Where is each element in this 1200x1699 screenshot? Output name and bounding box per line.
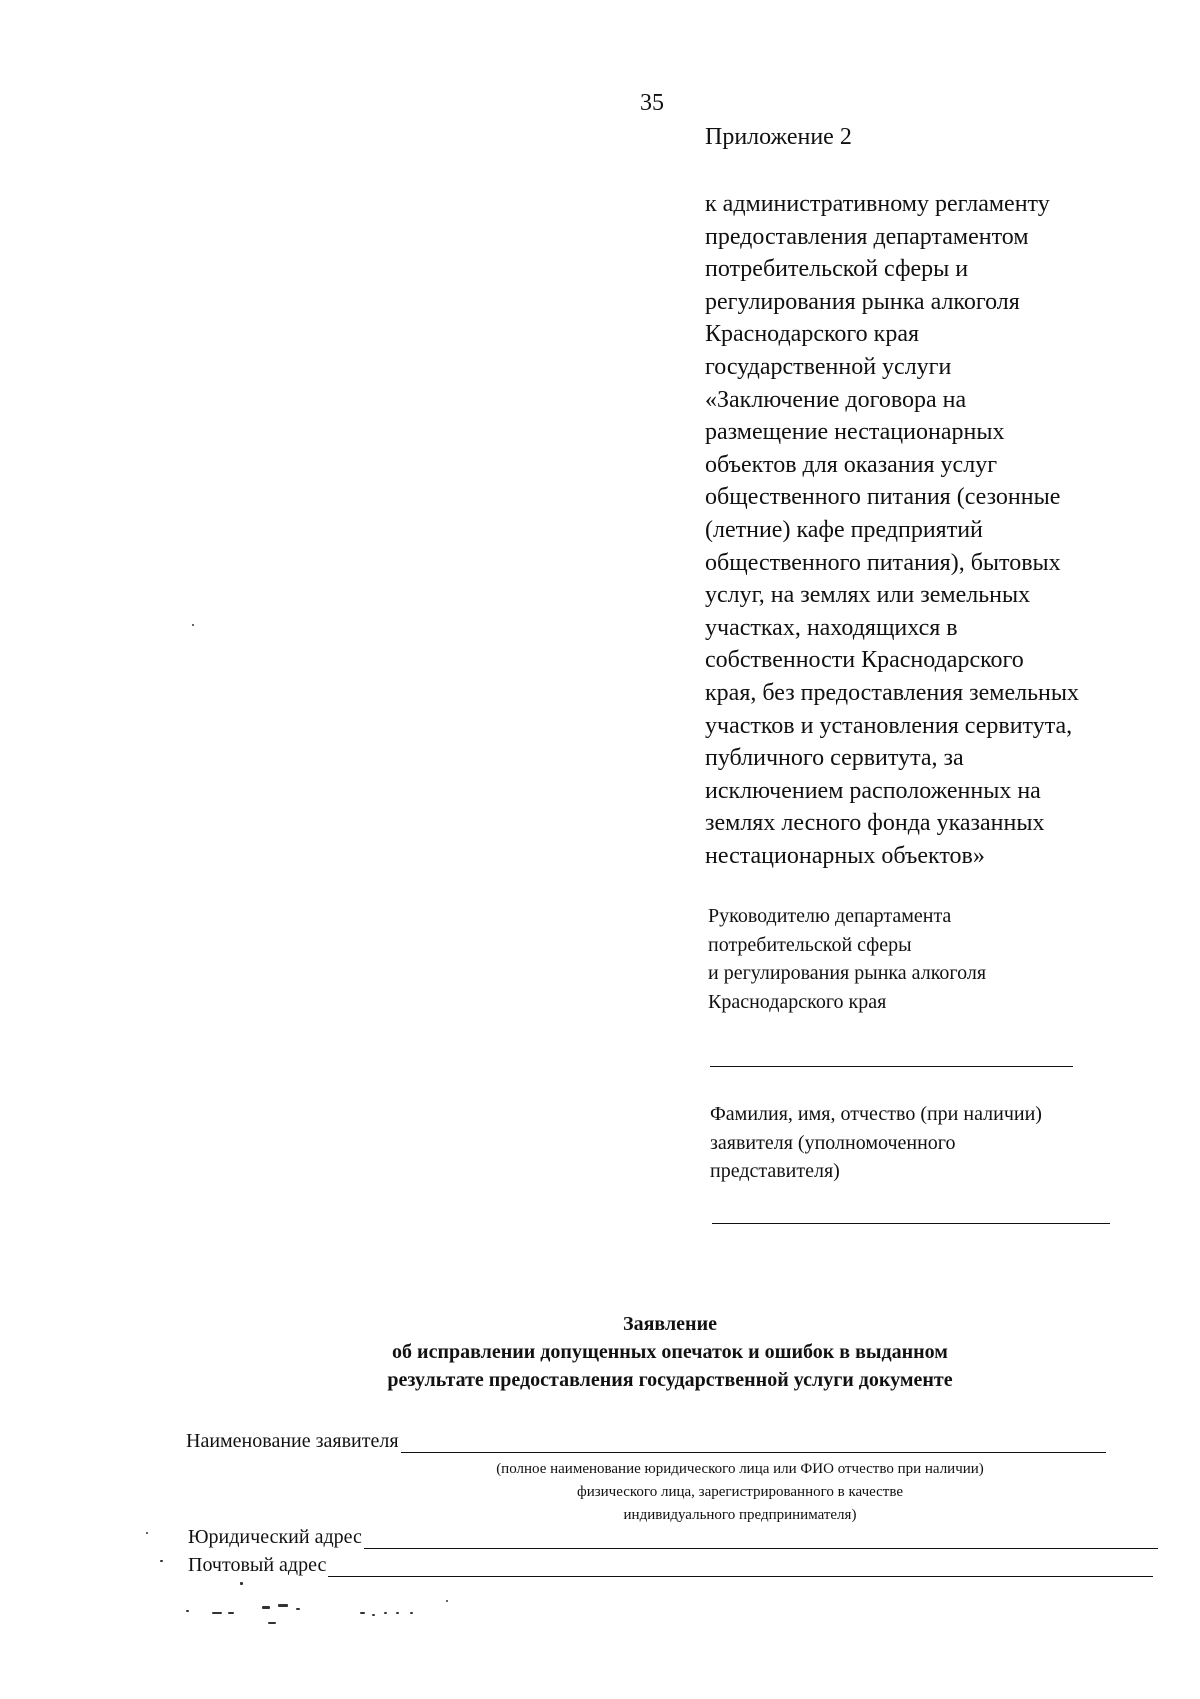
postal-address-field[interactable] xyxy=(188,1554,1153,1577)
scan-speck xyxy=(384,1612,387,1614)
applicant-name-label: Наименование заявителя xyxy=(186,1430,399,1452)
regulation-line: размещение нестационарных xyxy=(705,419,1005,446)
legal-address-label: Юридический адрес xyxy=(188,1526,362,1548)
regulation-line: общественного питания), бытовых xyxy=(705,549,1061,576)
hint-line: (полное наименование юридического лица или ФИО отчество при наличии) xyxy=(496,1461,984,1477)
regulation-line: объектов для оказания услуг xyxy=(705,451,998,478)
postal-address-label: Почтовый адрес xyxy=(188,1554,327,1576)
scan-speck xyxy=(446,1600,448,1602)
addressee-name-line[interactable] xyxy=(710,1066,1073,1067)
applicant-name-field[interactable] xyxy=(186,1430,1106,1453)
regulation-line: (летние) кафе предприятий xyxy=(705,516,983,543)
regulation-line: исключением расположенных на xyxy=(705,777,1041,804)
addressee-line: потребительской сферы xyxy=(708,933,912,956)
regulation-line: землях лесного фонда указанных xyxy=(705,810,1045,837)
statement-heading xyxy=(240,1310,1100,1394)
hint-line: индивидуального предпринимателя) xyxy=(623,1507,857,1523)
regulation-line: участков и установления сервитута, xyxy=(705,712,1073,739)
scan-speck xyxy=(262,1606,270,1609)
legal-address-fill-line[interactable] xyxy=(364,1530,1158,1549)
scan-speck xyxy=(146,1532,148,1534)
applicant-name-fill-line[interactable] xyxy=(401,1434,1106,1453)
addressee-line: Краснодарского края xyxy=(708,990,887,1013)
scan-speck xyxy=(278,1604,288,1607)
scan-speck xyxy=(212,1612,222,1614)
page-number: 35 xyxy=(640,90,664,116)
regulation-line: предоставления департаментом xyxy=(705,223,1029,250)
statement-title: Заявление xyxy=(623,1313,717,1335)
legal-address-field[interactable] xyxy=(188,1526,1158,1549)
hint-line: физического лица, зарегистрированного в качестве xyxy=(576,1484,904,1500)
regulation-line: услуг, на землях или земельных xyxy=(705,582,1031,609)
scan-speck xyxy=(410,1612,413,1614)
addressee-block xyxy=(708,902,1128,1016)
regulation-line: Краснодарского края xyxy=(705,321,920,348)
regulation-line: участках, находящихся в xyxy=(705,614,958,641)
regulation-line: к административному регламенту xyxy=(705,191,1050,217)
statement-subtitle-line: результате предоставления государственной услуги документе xyxy=(387,1369,953,1391)
regulation-line: потребительской сферы и xyxy=(705,256,969,283)
regulation-reference xyxy=(705,188,1175,872)
scan-speck xyxy=(160,1560,163,1562)
scan-speck xyxy=(296,1608,300,1610)
regulation-line: регулирования рынка алкоголя xyxy=(705,288,1020,315)
applicant-name-hint xyxy=(400,1458,1080,1527)
scan-speck xyxy=(192,624,194,626)
scan-speck xyxy=(228,1612,234,1614)
scan-speck xyxy=(360,1612,365,1614)
regulation-line: общественного питания (сезонные xyxy=(705,484,1061,511)
applicant-caption xyxy=(710,1100,1150,1186)
regulation-line: нестационарных объектов» xyxy=(705,842,985,869)
applicant-caption-line: Фамилия, имя, отчество (при наличии) xyxy=(710,1103,1042,1125)
regulation-line: государственной услуги xyxy=(705,353,952,380)
addressee-line: и регулирования рынка алкоголя xyxy=(708,962,987,984)
scan-speck xyxy=(372,1614,375,1616)
regulation-line: собственности Краснодарского xyxy=(705,647,1024,674)
postal-address-fill-line[interactable] xyxy=(328,1558,1153,1577)
applicant-name-line[interactable] xyxy=(712,1223,1110,1224)
regulation-line: публичного сервитута, за xyxy=(705,745,964,772)
regulation-line: «Заключение договора на xyxy=(705,386,967,413)
applicant-caption-line: представителя) xyxy=(710,1160,840,1182)
scan-speck xyxy=(396,1612,399,1614)
statement-subtitle-line: об исправлении допущенных опечаток и ошибок в выданном xyxy=(392,1341,948,1363)
appendix-title: Приложение 2 xyxy=(705,124,852,150)
regulation-line: края, без предоставления земельных xyxy=(705,679,1079,706)
scan-speck xyxy=(268,1622,276,1624)
scan-speck xyxy=(186,1610,189,1612)
addressee-line: Руководителю департамента xyxy=(708,905,952,927)
scan-speck xyxy=(240,1582,243,1585)
applicant-caption-line: заявителя (уполномоченного xyxy=(710,1131,956,1154)
